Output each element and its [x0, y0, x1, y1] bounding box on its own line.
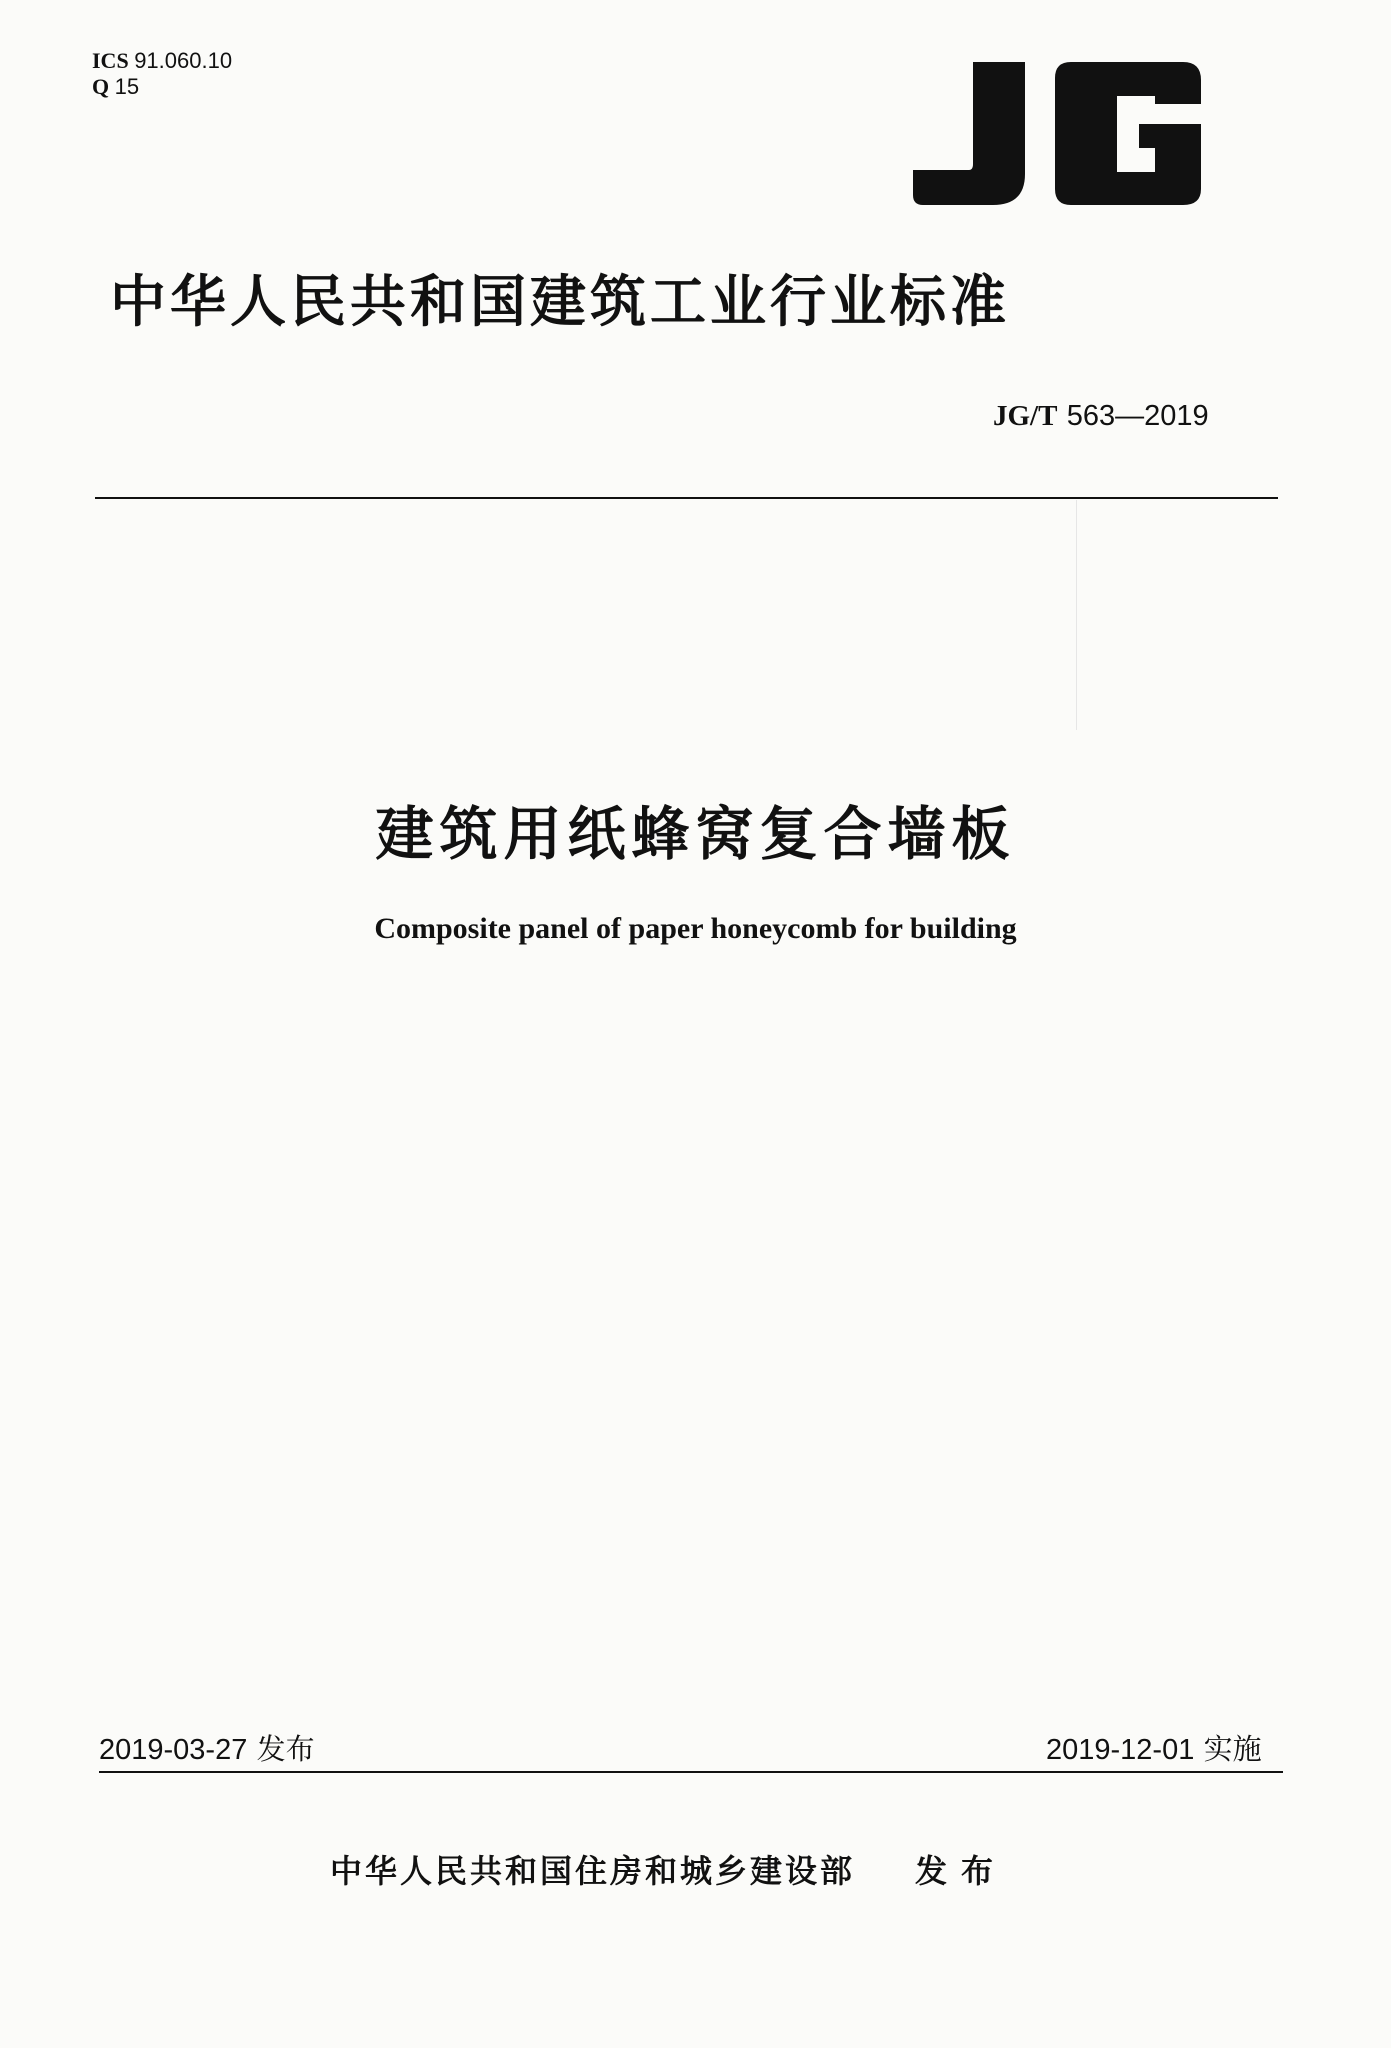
bottom-divider [99, 1771, 1283, 1773]
ccs-line [92, 74, 232, 100]
standard-type-title: 中华人民共和国建筑工业行业标准 [110, 270, 1010, 335]
issue-date: 2019-03-27 [99, 1734, 248, 1766]
implement-date: 2019-12-01 [1046, 1734, 1195, 1766]
title-chinese: 建筑用纸蜂窝复合墙板 [375, 800, 1016, 868]
ics-line [92, 48, 232, 74]
implement-label: 实施 [1203, 1732, 1262, 1766]
standard-code-prefix: JG/T [993, 400, 1058, 432]
classification-codes [92, 48, 232, 100]
scan-fold-line [1076, 500, 1077, 730]
publisher-line [330, 1846, 1007, 1892]
title-english: Composite panel of paper honeycomb for building [374, 912, 1017, 945]
jg-logo-mark [913, 62, 1203, 207]
ccs-code: 15 [114, 74, 140, 99]
top-divider [95, 497, 1278, 499]
issue-label: 发布 [256, 1732, 315, 1766]
standard-code-number: 563—2019 [1066, 400, 1209, 432]
publisher-name: 中华人民共和国住房和城乡建设部 [330, 1852, 856, 1890]
publisher-action: 发布 [915, 1852, 1008, 1890]
ics-code: 91.060.10 [134, 48, 233, 73]
ccs-label: Q [92, 74, 110, 99]
ics-label: ICS [92, 48, 129, 73]
jg-logo [913, 62, 1203, 211]
standard-code [993, 398, 1209, 433]
issue-date-line [99, 1727, 315, 1768]
implement-date-line [1046, 1727, 1262, 1768]
